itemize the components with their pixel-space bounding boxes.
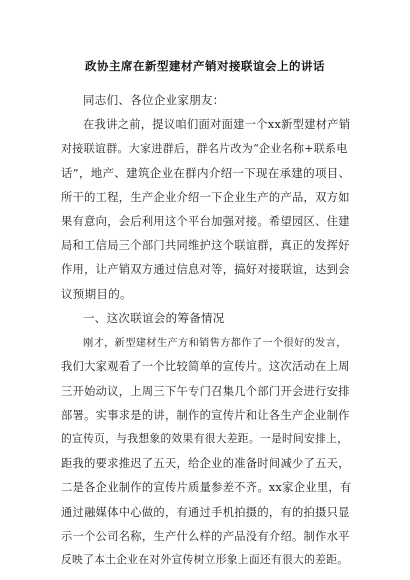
paragraph-line: 在我讲之前，提议咱们面对面建一个xx新型建材产销 [83, 118, 351, 131]
paragraph-line: 距我的要求推迟了五天，给企业的准备时间减少了五天， [61, 457, 350, 470]
paragraph-line: 通过融媒体中心做的，有通过手机拍摄的，有的拍摄只显 [61, 506, 350, 519]
document-title: 政协主席在新型建材产销对接联谊会上的讲话 [85, 59, 325, 73]
paragraph-line: 二是各企业制作的宣传片质量参差不齐。xx家企业里，有 [61, 481, 352, 494]
paragraph-line: 对接联谊群。大家进群后，群名片改为“企业名称+联系电 [61, 142, 348, 155]
paragraph-line: 局和工信局三个部门共同维护这个联谊群，真正的发挥好 [61, 239, 350, 252]
paragraph-line: 三开始动议，上周三下午专门召集几个部门开会进行安排 [61, 385, 350, 398]
paragraph-line: 示一个公司名称，生产什么样的产品没有介绍。制作水平 [61, 530, 350, 543]
paragraph-line: 所干的工程，生产企业介绍一下企业生产的产品，双方如 [61, 191, 350, 204]
paragraph-line: 话”，地产、建筑企业在群内介绍一下现在承建的项目、 [61, 166, 351, 180]
salutation: 同志们、各位企业家朋友： [83, 93, 225, 107]
paragraph-line: 议预期目的。 [61, 287, 132, 301]
paragraph-line: 刚才，新型建材生产方和销售方都作了一个很好的发言， [83, 337, 347, 349]
paragraph-line: 反映了本土企业在对外宣传树立形象上面还有很大的差距。 [61, 553, 349, 566]
paragraph-line: 部署。实事求是的讲，制作的宣传片和让各生产企业制作 [61, 409, 350, 422]
paragraph-line: 作用，让产销双方通过信息对等，搞好对接联谊，达到会 [61, 263, 350, 276]
paragraph-line: 果有意向，会后利用这个平台加强对接。希望园区、住建 [61, 215, 350, 228]
paragraph-line: 的宣传页，与我想象的效果有很大差距。一是时间安排上， [61, 432, 349, 445]
section-heading: 一、这次联谊会的筹备情况 [83, 311, 225, 325]
paragraph-line: 我们大家观看了一个比较简单的宣传片。这次活动在上周 [61, 360, 350, 373]
